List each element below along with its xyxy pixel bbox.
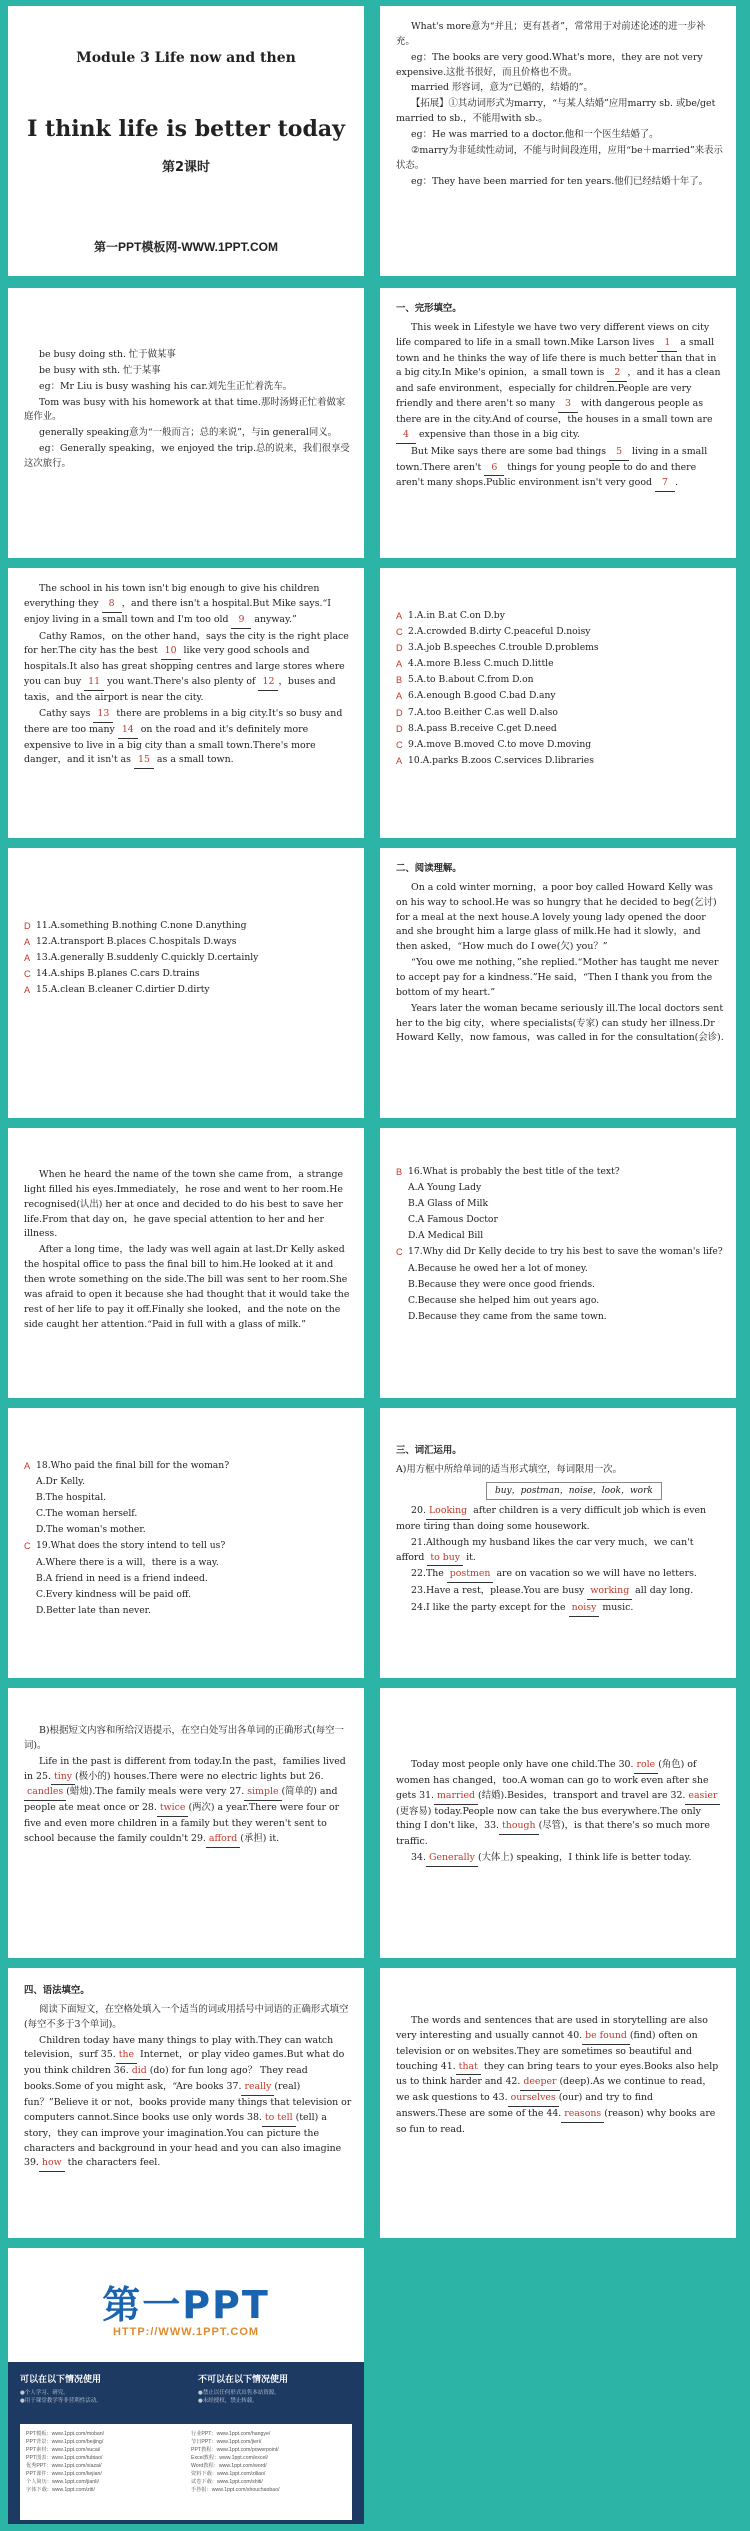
line: 试卷下载：www.1ppt.com/shiti/ [191,2479,263,2486]
spacer [24,1555,36,1571]
blank: 2 [607,366,627,382]
paragraph: Life in the past is different from today.In the past，families lived in 25. tiny (极小的) houses.There were no electric lights but 26.candles (蜡烛).The family meals were very 27. simple (简单的) and people ate meat once or 28. twice (两次) a year.There were four or five and even more children in a family but they weren't sent to school because the family couldn't 29. afford (承担) it. [24,1755,352,1848]
blank: noisy [569,1601,600,1617]
blank: twice [157,1801,189,1817]
text-line: eg：Generally speaking，we enjoyed the trip.总的说来，我们很享受这次旅行。 [24,443,350,470]
instructions: A)用方框中所给单词的适当形式填空，每词限用一次。 [396,1463,623,1475]
line: ●未经授权，禁止转载。 [198,2398,258,2405]
answer-letter: D [396,707,403,718]
cloze-slide-1 [380,288,736,558]
option-row [396,656,724,672]
blank: 15 [134,753,154,769]
option-row [24,950,352,966]
can-use-lines [20,2389,190,2406]
option-row [396,721,724,737]
spacer [396,1261,408,1277]
slide-body [24,582,352,770]
answer-option [396,1277,724,1293]
option-text: B.Because they were once good friends. [408,1278,595,1290]
answer-letter: A [24,1461,31,1471]
option-text: 10.A.parks B.zoos C.services D.libraries [408,754,594,766]
option-text: 15.A.clean B.cleaner C.dirtier D.dirty [36,984,210,996]
option-text: 5.A.to B.about C.from D.on [408,674,534,686]
reading-slide-2 [8,1128,364,1398]
spacer [396,1212,408,1228]
answer-letter: C [24,969,31,980]
answer-letter: A [24,985,31,996]
spacer [24,1522,36,1538]
sentence: 24.I like the party except for the noisy music. [396,1601,724,1617]
spacer [24,1587,36,1603]
can-use-title: 可以在以下情况使用 [20,2375,102,2385]
can-use-column [20,2372,190,2406]
text-line: 【拓展】①其动词形式为marry，“与某人结婚”应用marry sb. 或be/get married to sb.，不能用with sb.。 [396,98,716,125]
option-text: A.Where there is a will，there is a way. [36,1556,219,1568]
blank: the [116,2048,137,2064]
option-row [396,672,724,688]
text-line: Tom was busy with his homework at that time.那时汤姆正忙着做家庭作业。 [24,396,346,423]
answer-option [396,1196,724,1212]
option-text: C.The woman herself. [36,1508,138,1520]
question-list [396,1164,724,1325]
line: Word教程：www.1ppt.com/word/ [191,2463,267,2470]
slide-body [24,348,352,473]
question-stem [24,1458,352,1474]
answer-letter: B [396,1167,403,1177]
site-ad-slide [8,2248,364,2524]
spacer [396,1228,408,1244]
reading-questions-1 [380,1128,736,1398]
line: 手抄报：www.1ppt.com/shouchaobao/ [191,2487,280,2494]
sentence: 20. Looking after children is a very difficult job which is even more tiring than doing some housework. [396,1504,707,1532]
text-line: ②marry为非延续性动词，不能与时间段连用，应用“be＋married”来表示状态。 [396,144,723,171]
site-watermark: 第一PPT模板网-WWW.1PPT.COM [94,240,278,254]
line: 个人简历：www.1ppt.com/jianli/ [26,2479,99,2486]
option-row [396,753,724,769]
line: ●个人学习、研究。 [20,2390,69,2396]
question-text: 18.Who paid the final bill for the woman? [36,1460,230,1471]
option-text: 6.A.enough B.good C.bad D.any [408,690,556,702]
site-url[interactable]: HTTP://WWW.1PPT.COM [112,2326,260,2338]
question-stem [24,1538,352,1554]
spacer [24,1603,36,1619]
option-text: D.Better late than never. [36,1604,151,1616]
option-text: 12.A.transport B.places C.hospitals D.ways [36,936,237,948]
answer-letter: A [24,937,31,948]
slide-body [396,302,724,493]
option-text: C.A Famous Doctor [408,1214,498,1226]
blank: simple [244,1785,281,1801]
spacer [24,1474,36,1490]
instructions: 阅读下面短文，在空格处填入一个适当的词或用括号中词语的正确形式填空(每空不多于3个单词)。 [24,2003,349,2030]
blank: married [434,1789,478,1805]
option-row [396,640,724,656]
option-text: A.Dr Kelly. [36,1476,86,1488]
grammar-slide-busy [8,288,364,558]
paragraph: This week in Lifestyle we have two very different views on city life compared to life in a small town.Mike Larson lives 1 a small town and he thinks the way of life there is much better than that in a big city.In Mike's opinion，a small town is 2 ，and it has a clean and safe environment，especially for children.People are very friendly and there aren't so many 3 with dangerous people as there are in the city.And of course，the houses in a small town are 4 expensive than those in a big city. [396,321,724,444]
spacer [396,1293,408,1309]
blank: role [634,1758,659,1774]
option-row [396,608,724,624]
answer-letter: A [396,755,403,766]
line: 资料下载：www.1ppt.com/ziliao/ [191,2471,266,2478]
blank: afford [206,1832,240,1848]
blank: tiny [51,1770,75,1786]
blank: 3 [558,397,578,413]
grammar-slide-whats-more [380,6,736,276]
text-line: married 形容词，意为“已婚的，结婚的”。 [411,82,593,94]
option-text: B.A Glass of Milk [408,1198,489,1210]
line: PPT素材：www.1ppt.com/sucai/ [26,2447,101,2454]
slide-body [24,1984,352,2173]
answer-letter: D [24,921,31,931]
blank: reasons [561,2107,604,2123]
options-list [396,608,724,769]
option-text: A.A Young Lady [408,1182,482,1194]
blank: be found [582,2029,630,2045]
blank: Looking [426,1504,470,1520]
spacer [396,1277,408,1293]
option-text: 8.A.pass B.receive C.get D.need [408,722,557,734]
spacer [396,1180,408,1196]
cannot-use-lines [198,2389,364,2406]
text-line: eg：He was married to a doctor.他和一个医生结婚了。 [411,129,659,141]
option-text: 1.A.in B.at C.on D.by [408,610,505,621]
vocab-slide-c [380,1688,736,1958]
text-line: be busy with sth. 忙于某事 [39,364,161,376]
option-text: 7.A.too B.either C.as well D.also [408,706,558,718]
answer-option [24,1571,352,1587]
blank: 1 [657,336,677,352]
line: PPT图表：www.1ppt.com/tubiao/ [26,2455,103,2462]
answer-letter: D [396,643,403,654]
link-column-right [191,2430,346,2514]
blank: 12 [258,675,278,691]
question-list [24,1458,352,1619]
answer-option [24,1490,352,1506]
blank: though [499,1819,539,1835]
blank: really [241,2080,274,2096]
text-line: On a cold winter morning，a poor boy called Howard Kelly was on his way to school.He was so hungry that he decided to beg(乞讨) for a meal at the next house.A lovely young lady opened the door and she brought him a large glass of milk.He had it slowly，and then asked，“How much do I owe(欠) you？” [396,881,717,953]
line: 行业PPT：www.1ppt.com/hangye/ [191,2431,271,2437]
line: ●禁止以任何形式出售本站资源。 [198,2390,280,2396]
answer-letter: C [24,1541,31,1552]
text-line: eg：The books are very good.What's more，they are not very expensive.这批书很好，而且价格也不贵。 [396,51,703,78]
section-heading: 一、完形填空。 [396,303,462,314]
option-row [24,918,352,934]
answer-option [24,1603,352,1619]
answer-option [24,1506,352,1522]
blank: easier [685,1789,720,1805]
blank: to tell [262,2111,296,2127]
slide-body [396,1758,724,1868]
sentence: 22.The postmen are on vacation so we will have no letters. [396,1567,724,1583]
paragraph: Today most people only have one child.The 30. role (角色) of women has changed，too.A woman can go to work even after she gets 31. married (结婚).Besides，transport and travel are 32. easier(更容易) today.People now can take the bus everywhere.The only thing I don't like，33. though (尽管)，is that there's so much more traffic. [396,1758,724,1850]
option-row [24,934,352,950]
word-box: buy，postman，noise，look，work [486,1482,662,1500]
answer-letter: B [396,675,403,686]
blank: 7 [655,476,675,492]
blank: 13 [93,707,113,723]
line: PPT教程：www.1ppt.com/powerpoint/ [191,2447,279,2454]
slide-body [396,1444,724,1618]
text-line: After a long time，the lady was well again at last.Dr Kelly asked the hospital office to pass the final bill to him.He looked at it and then wrote something on the side.The bill was sent to her room.She was afraid to open it because she had thought that it would take the rest of her life to pay it off.Finally she looked，and the note on the side caught her attention.“Paid in full with a glass of milk.” [24,1244,350,1330]
blank: did [129,2064,150,2080]
cannot-use-column [198,2372,364,2406]
paragraph: Children today have many things to play with.They can watch television，surf 35. the Internet，or play video games.But what do you think children 36. did (do) for fun long ago？ They read books.Some of you might ask，“Are books 37. really (real) fun？”Believe it or not，books provide many things that television or computers cannot.Since books use only words 38. to tell (tell) a story，they can improve your imagination.You can picture the characters and background in your head and you can also imagine 39. how the characters feel. [24,2034,352,2173]
reading-questions-2 [8,1408,364,1678]
slide-body [24,1724,352,1849]
option-text: C.Every kindness will be paid off. [36,1588,192,1600]
question-stem [396,1244,724,1260]
line: 优秀PPT：www.1ppt.com/xiazai/ [26,2463,102,2470]
paragraph: The school in his town isn't big enough to give his children everything they 8 ，and there isn't a hospital.But Mike says.“I enjoy living in a small town and I'm too old 9 anyway.” [24,582,352,629]
line: PPT模板：www.1ppt.com/moban/ [26,2431,105,2437]
paragraph: 34. Generally (大体上) speaking，I think life is better today. [396,1851,724,1867]
text-line: “You owe me nothing，”she replied.“Mother has taught me never to accept pay for a kindness.”He said，“Then I thank you from the bottom of my heart.” [396,957,719,998]
text-line: Years later the woman became seriously ill.The local doctors sent her to the big city，where specialists(专家) can study her illness.Dr Howard Kelly，now famous，was called in for the consultation(会诊). [396,1002,724,1044]
line: PPT课件：www.1ppt.com/kejian/ [26,2471,102,2478]
blank: 6 [484,461,504,477]
paragraph: But Mike says there are some bad things 5 living in a small town.There aren't 6 things for young people to do and there aren't many shops.Public environment isn't very good 7 . [396,445,724,493]
option-text: B.The hospital. [36,1492,107,1504]
instructions: B)根据短文内容和所给汉语提示，在空白处写出各单词的正确形式(每空一词)。 [24,1725,344,1751]
option-text: 14.A.ships B.planes C.cars D.trains [36,968,200,980]
section-heading: 三、词汇运用。 [396,1445,462,1456]
text-line: When he heard the name of the town she came from，a strange light filled his eyes.Immediately，he rose and went to her room.He recognised(认出) her at once and decided to do his best to save her life.From that day on，he gave special attention to her and her illness. [24,1169,344,1240]
question-stem [396,1164,724,1180]
question-text: 17.Why did Dr Kelly decide to try his best to save the woman's life? [408,1246,723,1258]
option-text: A.Because he owed her a lot of money. [408,1262,588,1274]
option-text: C.Because she helped him out years ago. [408,1294,600,1306]
answer-option [24,1555,352,1571]
grammar-fill-slide-1 [8,1968,364,2238]
answer-option [24,1587,352,1603]
option-text: 2.A.crowded B.dirty C.peaceful D.noisy [408,626,591,638]
option-text: D.Because they came from the same town. [408,1310,607,1322]
blank: how [39,2156,65,2172]
section-heading: 四、语法填空。 [24,1985,90,1996]
slide-body [396,20,724,190]
blank: to buy [427,1551,463,1567]
answer-option [396,1261,724,1277]
line: PPT背景：www.1ppt.com/beijing/ [26,2439,104,2446]
paragraph: Cathy says 13 there are problems in a big city.It's so busy and there are too many 14 on the road and it's definitely more expensive to live in a big city than a small town.There's more danger，and it isn't as 15 as a small town. [24,707,352,769]
answer-option [396,1228,724,1244]
sentence: 23.Have a rest，please.You are busy working all day long. [396,1584,724,1600]
answer-option [24,1522,352,1538]
spacer [396,1196,408,1212]
question-text: 19.What does the story intend to tell us? [36,1540,226,1552]
text-line: eg：Mr Liu is busy washing his car.刘先生正忙着洗车。 [39,380,293,392]
cannot-use-title: 不可以在以下情况使用 [198,2375,289,2385]
blank: 14 [118,723,138,739]
answer-letter: A [396,611,403,621]
section-heading: 二、阅读理解。 [396,863,462,874]
lesson-number: 第2课时 [161,160,211,175]
slide-body [396,2014,724,2139]
link-list [20,2424,352,2520]
question-text: 16.What is probably the best title of the text? [408,1166,620,1177]
site-logo: 第一PPT [102,2283,270,2327]
answer-letter: D [396,723,403,734]
option-text: D.A Medical Bill [408,1230,484,1242]
line: ●用于课堂教学等非营利性活动。 [20,2398,102,2405]
title-slide [8,6,364,276]
paragraph: The words and sentences that are used in storytelling are also very interesting and usually cannot 40. be found (find) often on television or on websites.They are sometimes so beautiful and touching 41. that they can bring tears to your eyes.Books also help us to think harder and 42. deeper (deep).As we continue to read，we ask questions to 43. ourselves (our) and try to find answers.These are some of the 44. reasons (reason) why books are so fun to read. [396,2015,719,2136]
vocab-slide-a [380,1408,736,1678]
module-title: Module 3 Life now and then [76,50,296,66]
text-line: be busy doing sth. 忙于做某事 [39,349,176,360]
answer-letter: C [396,1247,403,1258]
answer-letter: C [396,627,403,638]
text-line: What's more意为“并且；更有甚者”，常常用于对前述论述的进一步补充。 [396,21,706,47]
line: 字体下载：www.1ppt.com/ziti/ [26,2487,95,2494]
option-text: B.A friend in need is a friend indeed. [36,1572,208,1584]
option-row [396,737,724,753]
blank: candles [24,1785,66,1801]
sentence: 21.Although my husband likes the car very much，we can't afford to buy it. [396,1536,724,1567]
blank: Generally [426,1851,478,1867]
spacer [24,1490,36,1506]
vocab-slide-b [8,1688,364,1958]
line: 节日PPT：www.1ppt.com/jieri/ [191,2439,262,2446]
option-text: 11.A.something B.nothing C.none D.anything [36,920,247,931]
option-row [396,624,724,640]
line: Excel教程：www.1ppt.com/excel/ [191,2455,268,2462]
options-list [24,918,352,998]
blank: postmen [447,1567,494,1583]
blank: ourselves [508,2091,559,2107]
blank: 11 [84,675,104,691]
option-text: 13.A.generally B.suddenly C.quickly D.certainly [36,952,259,964]
option-text: D.The woman's mother. [36,1524,146,1536]
blank: 5 [609,445,629,461]
answer-option [396,1309,724,1325]
answer-option [396,1293,724,1309]
usage-panel [8,2362,364,2524]
link-column-left [26,2430,181,2514]
text-line: generally speaking意为“一般而言；总的来说”，与in general同义。 [39,427,337,439]
blank: that [456,2060,481,2076]
cloze-slide-2 [8,568,364,838]
blank: 9 [231,613,251,629]
answer-letter: A [24,953,31,964]
option-text: 3.A.job B.speeches C.trouble D.problems [408,642,599,654]
answer-letter: A [396,659,403,670]
text-line: eg：They have been married for ten years.他们已经结婚十年了。 [411,175,708,187]
blank: deeper [520,2075,559,2091]
lesson-title: I think life is better today [27,116,345,142]
reading-slide-1 [380,848,736,1118]
answer-letter: A [396,691,403,702]
cloze-options-1 [380,568,736,838]
option-text: 9.A.move B.moved C.to move D.moving [408,738,592,750]
blank: 4 [396,428,416,444]
answer-option [396,1212,724,1228]
slide-body [396,862,724,1047]
passage [24,1168,352,1333]
spacer [24,1506,36,1522]
grammar-fill-slide-2 [380,1968,736,2238]
option-row [24,982,352,998]
answer-letter: C [396,739,403,750]
option-row [396,688,724,704]
spacer [396,1309,408,1325]
paragraph: Cathy Ramos，on the other hand，says the city is the right place for her.The city has the best 10 like very good schools and hospitals.It also has great shopping centres and large stores where you can buy 11 you want.There's also plenty of 12 ，buses and taxis，and the airport is near the city. [24,630,349,704]
option-row [396,705,724,721]
blank: 10 [161,644,181,660]
option-row [24,966,352,982]
answer-option [396,1180,724,1196]
spacer [24,1571,36,1587]
cloze-options-2 [8,848,364,1118]
passage [396,881,724,1046]
blank: working [587,1584,632,1600]
blank: 8 [102,597,122,613]
answer-option [24,1474,352,1490]
option-text: 4.A.more B.less C.much D.little [408,658,554,670]
